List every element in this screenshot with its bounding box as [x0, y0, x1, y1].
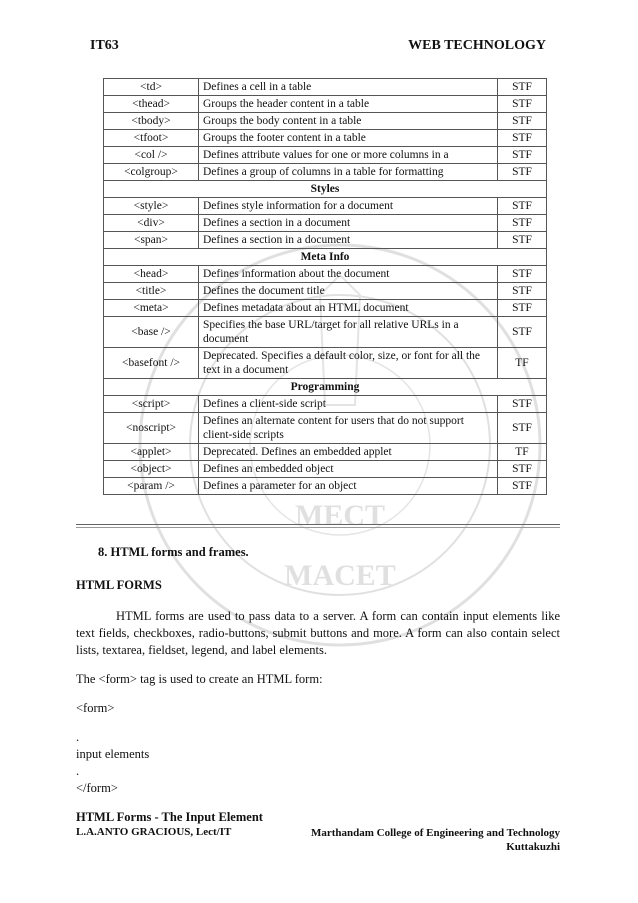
- description-cell: Defines style information for a document: [199, 198, 498, 215]
- tag-cell: <meta>: [104, 300, 199, 317]
- description-cell: Defines a client-side script: [199, 396, 498, 413]
- code-line: <form>: [76, 701, 115, 715]
- code-line: </form>: [76, 781, 118, 795]
- tag-cell: <title>: [104, 283, 199, 300]
- description-cell: Groups the header content in a table: [199, 96, 498, 113]
- tag-cell: <colgroup>: [104, 164, 199, 181]
- support-cell: STF: [498, 413, 547, 444]
- table-row: [104, 444, 547, 461]
- header-course-title: WEB TECHNOLOGY: [408, 38, 546, 53]
- divider-line: [76, 524, 560, 525]
- description-cell: Groups the body content in a table: [199, 113, 498, 130]
- footer-author: L.A.ANTO GRACIOUS, Lect/IT: [76, 826, 232, 838]
- description-cell: Defines information about the document: [199, 266, 498, 283]
- forms-paragraph: HTML forms are used to pass data to a server. A form can contain input elements like text fields, checkboxes, radio-buttons, submit buttons and more. A form can also contain select lists, textarea, fieldset, legend, and label elements.: [76, 609, 560, 657]
- section-title: 8. HTML forms and frames.: [98, 545, 249, 559]
- support-cell: TF: [498, 444, 547, 461]
- support-cell: STF: [498, 478, 547, 495]
- header-course-code: IT63: [90, 38, 119, 53]
- divider-line: [76, 527, 560, 528]
- seal-ring-text: MACET: [284, 559, 396, 592]
- description-cell: Defines attribute values for one or more columns in a: [199, 147, 498, 164]
- section-heading: Meta Info: [104, 249, 547, 266]
- support-cell: STF: [498, 317, 547, 348]
- seal-center-text: MECT: [295, 499, 385, 532]
- tag-cell: <base />: [104, 317, 199, 348]
- code-line: .: [76, 730, 80, 744]
- html-tags-table: [103, 78, 547, 495]
- code-line: input elements: [76, 747, 150, 761]
- description-cell: Specifies the base URL/target for all relative URLs in a document: [199, 317, 498, 348]
- footer-college-name: Marthandam College of Engineering and Technology: [310, 827, 560, 839]
- table-row: [104, 396, 547, 413]
- tag-cell: <style>: [104, 198, 199, 215]
- description-cell: Defines metadata about an HTML document: [199, 300, 498, 317]
- table-row: [104, 283, 547, 300]
- support-cell: STF: [498, 232, 547, 249]
- support-cell: STF: [498, 79, 547, 96]
- support-cell: STF: [498, 283, 547, 300]
- form-tag-text: The <form> tag is used to create an HTML form:: [76, 672, 323, 686]
- tag-cell: <td>: [104, 79, 199, 96]
- document-body: [76, 544, 560, 826]
- table-row: [104, 478, 547, 495]
- tag-cell: <div>: [104, 215, 199, 232]
- support-cell: TF: [498, 348, 547, 379]
- table-row: [104, 348, 547, 379]
- table-row: [104, 147, 547, 164]
- description-cell: Defines an embedded object: [199, 461, 498, 478]
- description-cell: Defines a group of columns in a table for formatting: [199, 164, 498, 181]
- support-cell: STF: [498, 113, 547, 130]
- tag-cell: <tfoot>: [104, 130, 199, 147]
- support-cell: STF: [498, 130, 547, 147]
- tag-cell: <tbody>: [104, 113, 199, 130]
- table-row: [104, 130, 547, 147]
- code-line: .: [76, 764, 80, 778]
- table-row: [104, 232, 547, 249]
- table-row: [104, 113, 547, 130]
- support-cell: STF: [498, 96, 547, 113]
- section-heading: Programming: [104, 379, 547, 396]
- description-cell: Defines a cell in a table: [199, 79, 498, 96]
- support-cell: STF: [498, 164, 547, 181]
- tag-cell: <script>: [104, 396, 199, 413]
- tag-cell: <object>: [104, 461, 199, 478]
- tag-cell: <col />: [104, 147, 199, 164]
- tag-cell: <param />: [104, 478, 199, 495]
- support-cell: STF: [498, 198, 547, 215]
- support-cell: STF: [498, 215, 547, 232]
- support-cell: STF: [498, 266, 547, 283]
- tag-cell: <head>: [104, 266, 199, 283]
- support-cell: STF: [498, 300, 547, 317]
- description-cell: Defines a section in a document: [199, 215, 498, 232]
- forms-heading: HTML FORMS: [76, 578, 162, 592]
- description-cell: Defines a parameter for an object: [199, 478, 498, 495]
- description-cell: Deprecated. Defines an embedded applet: [199, 444, 498, 461]
- support-cell: STF: [498, 396, 547, 413]
- table-section-row: [104, 249, 547, 266]
- tag-cell: <thead>: [104, 96, 199, 113]
- table-row: [104, 461, 547, 478]
- table-row: [104, 198, 547, 215]
- section-heading: Styles: [104, 181, 547, 198]
- description-cell: Deprecated. Specifies a default color, size, or font for all the text in a document: [199, 348, 498, 379]
- table-row: [104, 215, 547, 232]
- description-cell: Defines the document title: [199, 283, 498, 300]
- support-cell: STF: [498, 461, 547, 478]
- tag-cell: <applet>: [104, 444, 199, 461]
- tag-cell: <span>: [104, 232, 199, 249]
- description-cell: Defines a section in a document: [199, 232, 498, 249]
- description-cell: Groups the footer content in a table: [199, 130, 498, 147]
- support-cell: STF: [498, 147, 547, 164]
- table-row: [104, 413, 547, 444]
- table-row: [104, 96, 547, 113]
- table-row: [104, 266, 547, 283]
- tag-cell: <noscript>: [104, 413, 199, 444]
- table-row: [104, 317, 547, 348]
- table-section-row: [104, 181, 547, 198]
- footer-college: [311, 826, 560, 854]
- table-section-row: [104, 379, 547, 396]
- footer-college-place: Kuttakuzhi: [506, 841, 560, 853]
- table-row: [104, 300, 547, 317]
- table-row: [104, 79, 547, 96]
- description-cell: Defines an alternate content for users that do not support client-side scripts: [199, 413, 498, 444]
- input-element-heading: HTML Forms - The Input Element: [76, 810, 263, 824]
- tag-cell: <basefont />: [104, 348, 199, 379]
- table-row: [104, 164, 547, 181]
